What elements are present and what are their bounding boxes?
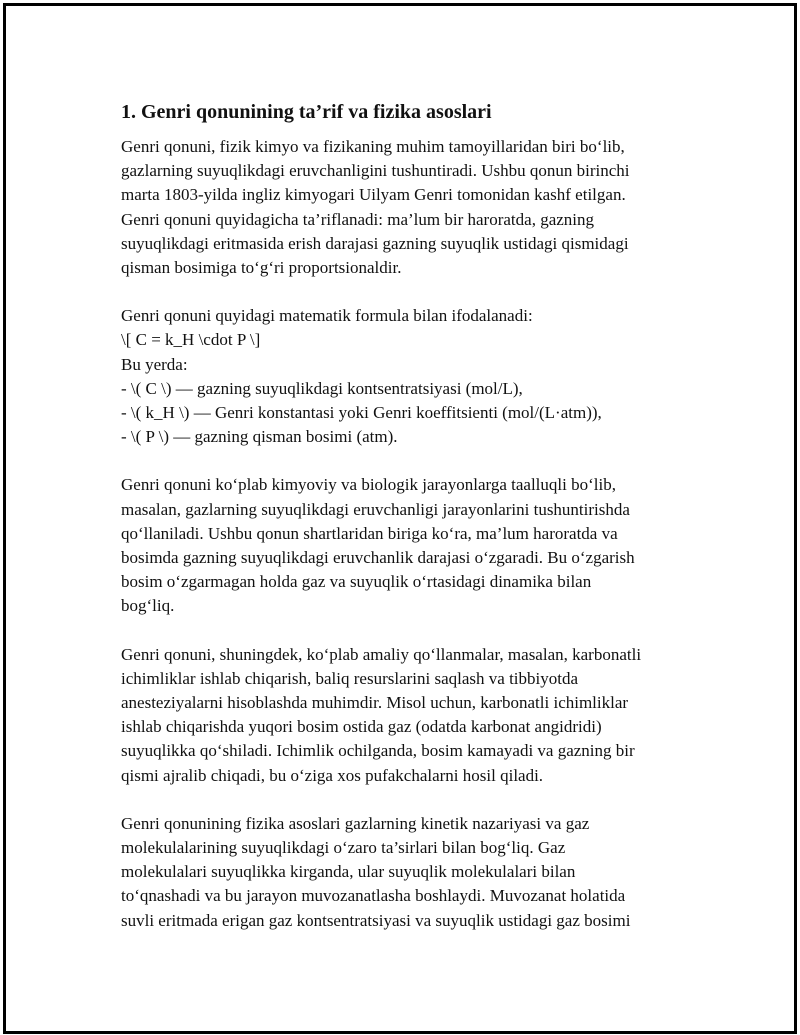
definition-item: - \( P \) — gazning qisman bosimi (atm). <box>121 427 398 447</box>
text-line: qo‘llaniladi. Ushbu qonun shartlaridan biriga ko‘ra, ma’lum haroratda va <box>121 523 618 543</box>
page-frame <box>3 3 797 1034</box>
text-line: marta 1803-yilda ingliz kimyogari Uilyam Genri tomonidan kashf etilgan. <box>121 185 626 205</box>
paragraph-definition <box>121 135 701 280</box>
definition-item: - \( k_H \) — Genri konstantasi yoki Genri koeffitsienti (mol/(L·atm)), <box>121 403 602 423</box>
document-body <box>121 99 701 957</box>
text-line: molekulalari suyuqlikka kirganda, ular suyuqlik molekulalari bilan <box>121 862 576 882</box>
formula-line: \[ C = k_H \cdot P \] <box>121 330 261 350</box>
text-line: suyuqlikdagi eritmasida erish darajasi gazning suyuqlik ustidagi qismidagi <box>121 233 629 253</box>
text-line: bosimda gazning suyuqlikdagi eruvchanlik darajasi o‘zgaradi. Bu o‘zgarish <box>121 548 635 568</box>
paragraph-formula <box>121 304 701 449</box>
text-line: Genri qonuni, fizik kimyo va fizikaning muhim tamoyillaridan biri bo‘lib, <box>121 137 625 156</box>
text-line: Genri qonunining fizika asoslari gazlarning kinetik nazariyasi va gaz <box>121 813 590 833</box>
paragraph-physics-basis <box>121 812 701 933</box>
text-line: qisman bosimiga to‘g‘ri proportsionaldir. <box>121 258 402 278</box>
section-heading: 1. Genri qonunining ta’rif va fizika asoslari <box>121 101 492 123</box>
text-line: to‘qnashadi va bu jarayon muvozanatlasha boshlaydi. Muvozanat holatida <box>121 886 626 906</box>
text-line: Genri qonuni, shuningdek, ko‘plab amaliy qo‘llanmalar, masalan, karbonatli <box>121 644 642 664</box>
text-line: Genri qonuni quyidagi matematik formula bilan ifodalanadi: <box>121 306 533 326</box>
text-line: suyuqlikka qo‘shiladi. Ichimlik ochilganda, bosim kamayadi va gazning bir <box>121 741 635 761</box>
paragraph-practical-uses <box>121 643 701 788</box>
text-line: Genri qonuni quyidagicha ta’riflanadi: ma’lum bir haroratda, gazning <box>121 209 595 229</box>
text-line: Bu yerda: <box>121 354 188 374</box>
text-line: gazlarning suyuqlikdagi eruvchanligini tushuntiradi. Ushbu qonun birinchi <box>121 161 630 181</box>
text-line: ichimliklar ishlab chiqarish, baliq resurslarini saqlash va tibbiyotda <box>121 668 579 688</box>
text-line: bog‘liq. <box>121 596 175 616</box>
text-line: Genri qonuni ko‘plab kimyoviy va biologik jarayonlarga taalluqli bo‘lib, <box>121 475 616 495</box>
text-line: anesteziyalarni hisoblashda muhimdir. Misol uchun, karbonatli ichimliklar <box>121 693 629 713</box>
text-line: suvli eritmada erigan gaz kontsentratsiyasi va suyuqlik ustidagi gaz bosimi <box>121 910 631 930</box>
text-line: molekulalarining suyuqlikdagi o‘zaro ta’sirlari bilan bog‘liq. Gaz <box>121 838 566 858</box>
definition-item: - \( C \) — gazning suyuqlikdagi kontsentratsiyasi (mol/L), <box>121 378 523 398</box>
text-line: ishlab chiqarishda yuqori bosim ostida gaz (odatda karbonat angidridi) <box>121 717 602 737</box>
paragraph-applications-processes <box>121 473 701 618</box>
text-line: bosim o‘zgarmagan holda gaz va suyuqlik o‘rtasidagi dinamika bilan <box>121 572 592 592</box>
text-line: masalan, gazlarning suyuqlikdagi eruvchanligi jarayonlarini tushuntirishda <box>121 499 630 519</box>
text-line: qismi ajralib chiqadi, bu o‘ziga xos pufakchalarni hosil qiladi. <box>121 765 544 785</box>
